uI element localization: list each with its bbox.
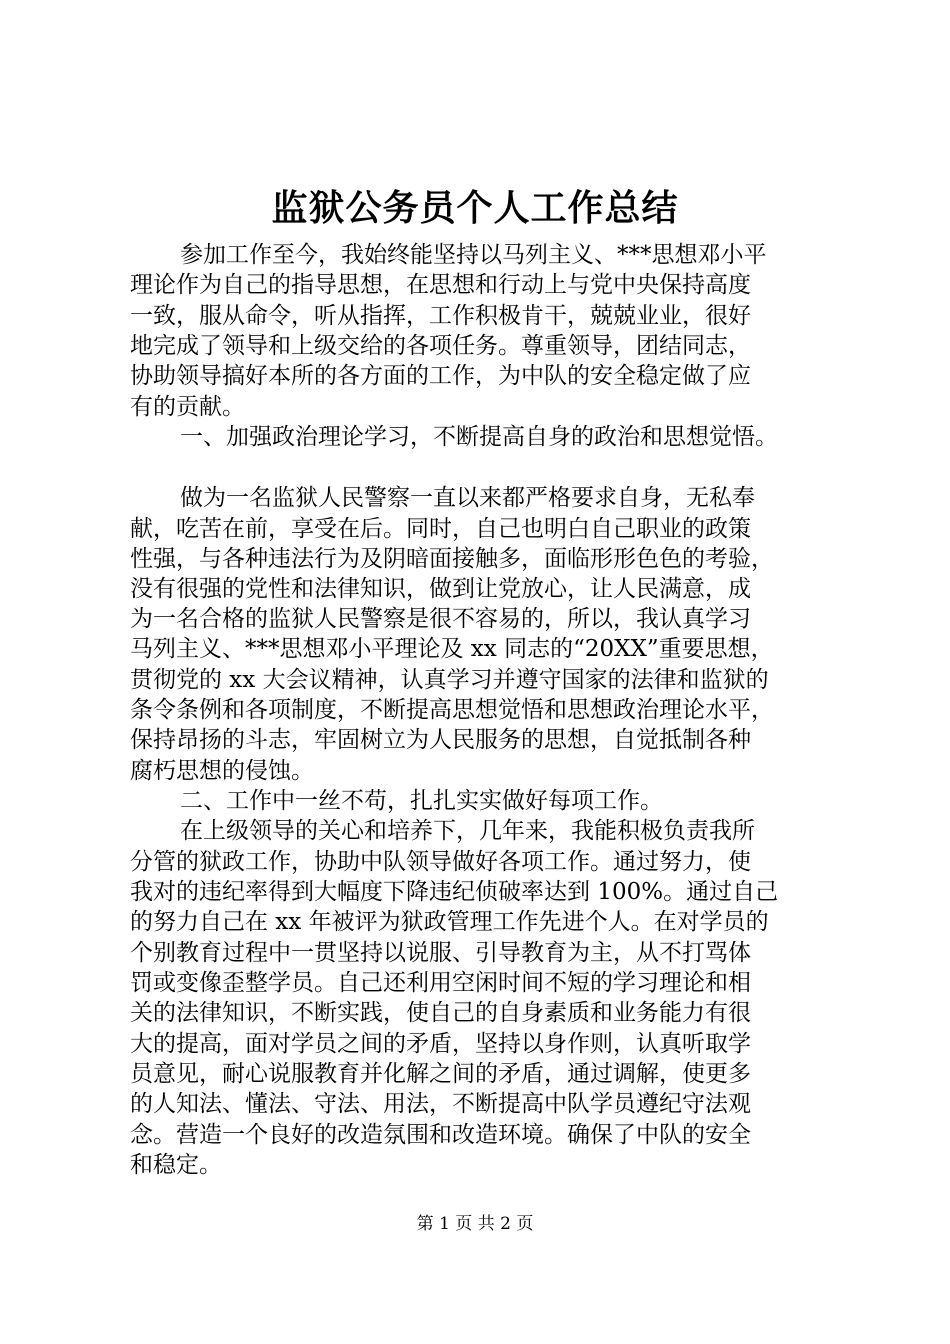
body-line: 献，吃苦在前，享受在后。同时，自己也明白自己职业的政策 [130,516,751,542]
body-line: 马列主义、***思想邓小平理论及 xx 同志的“20XX”重要思想， [130,636,774,662]
body-line: 条令条例和各项制度，不断提高思想觉悟和思想政治理论水平， [130,697,774,723]
body-line: 保持昂扬的斗志，牢固树立为人民服务的思想，自觉抵制各种 [130,727,751,753]
body-line: 关的法律知识，不断实践，使自己的自身素质和业务能力有很 [130,1000,751,1026]
section-heading: 一、加强政治理论学习，不断提高自身的政治和思想觉悟。 [180,424,778,450]
body-line: 和稳定。 [130,1152,222,1178]
body-line: 为一名合格的监狱人民警察是很不容易的，所以，我认真学习 [130,606,751,632]
body-line: 罚或变像歪整学员。自己还利用空闲时间不短的学习理论和相 [130,970,751,996]
body-line: 贯彻党的 xx 大会议精神，认真学习并遵守国家的法律和监狱的 [130,667,769,693]
body-line: 做为一名监狱人民警察一直以来都严格要求自身，无私奉 [180,485,755,511]
body-line: 员意见，耐心说服教育并化解之间的矛盾，通过调解，使更多 [130,1061,751,1087]
body-line: 没有很强的党性和法律知识，做到让党放心，让人民满意，成 [130,576,751,602]
body-line: 我对的违纪率得到大幅度下降违纪侦破率达到 100%。通过自己 [130,879,779,905]
body-line: 分管的狱政工作，协助中队领导做好各项工作。通过努力，使 [130,849,751,875]
body-line: 在上级领导的关心和培养下，几年来，我能积极负责我所 [180,818,755,844]
body-line: 念。营造一个良好的改造氛围和改造环境。确保了中队的安全 [130,1122,751,1148]
body-line: 的人知法、懂法、守法、用法，不断提高中队学员遵纪守法观 [130,1091,751,1117]
body-line: 腐朽思想的侵蚀。 [130,758,314,784]
body-line: 大的提高，面对学员之间的矛盾，坚持以身作则，认真听取学 [130,1031,751,1057]
body-line: 协助领导搞好本所的各方面的工作，为中队的安全稳定做了应 [130,363,751,389]
body-line: 的努力自己在 xx 年被评为狱政管理工作先进个人。在对学员的 [130,909,769,935]
body-line: 有的贡献。 [130,394,245,420]
document-title: 监狱公务员个人工作总结 [271,187,679,229]
body-line: 地完成了领导和上级交给的各项任务。尊重领导，团结同志， [130,333,751,359]
body-line: 性强，与各种违法行为及阴暗面接触多，面临形形色色的考验， [130,546,774,572]
section-heading: 二、工作中一丝不苟，扎扎实实做好每项工作。 [180,788,663,814]
body-line: 一致，服从命令，听从指挥，工作积极肯干，兢兢业业，很好 [130,303,751,329]
body-line: 参加工作至今，我始终能坚持以马列主义、***思想邓小平 [180,242,767,268]
body-line: 个别教育过程中一贯坚持以说服、引导教育为主，从不打骂体 [130,940,751,966]
page-footer: 第 1 页 共 2 页 [416,1214,534,1234]
body-line: 理论作为自己的指导思想，在思想和行动上与党中央保持高度 [130,272,751,298]
